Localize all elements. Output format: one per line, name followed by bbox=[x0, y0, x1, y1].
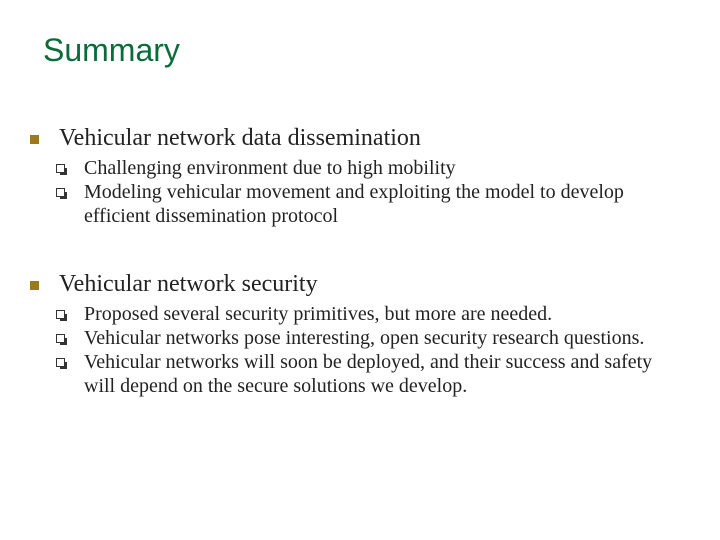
section-heading: Vehicular network data dissemination bbox=[59, 125, 421, 151]
hollow-square-bullet-icon bbox=[56, 334, 65, 343]
hollow-square-bullet-icon bbox=[56, 358, 65, 367]
sub-bullet-list bbox=[0, 302, 720, 398]
square-bullet-icon bbox=[30, 135, 39, 144]
hollow-square-bullet-icon bbox=[56, 188, 65, 197]
list-item-text: Challenging environment due to high mobility bbox=[84, 157, 456, 179]
list-item bbox=[0, 180, 684, 228]
list-item bbox=[0, 350, 684, 398]
list-item-text: Vehicular networks pose interesting, open security research questions. bbox=[84, 327, 645, 349]
hollow-square-bullet-icon bbox=[56, 310, 65, 319]
list-item bbox=[0, 156, 684, 180]
list-item-text: Modeling vehicular movement and exploiting the model to develop efficient dissemination protocol bbox=[84, 181, 624, 227]
section-heading: Vehicular network security bbox=[59, 271, 318, 297]
list-item bbox=[0, 302, 684, 326]
hollow-square-bullet-icon bbox=[56, 164, 65, 173]
square-bullet-icon bbox=[30, 281, 39, 290]
list-item-text: Proposed several security primitives, but more are needed. bbox=[84, 303, 553, 325]
list-item bbox=[0, 326, 684, 350]
slide-title: Summary bbox=[43, 32, 180, 68]
list-item-text: Vehicular networks will soon be deployed, and their success and safety will depend on the secure solutions we develop. bbox=[84, 351, 653, 397]
sub-bullet-list bbox=[0, 156, 720, 228]
